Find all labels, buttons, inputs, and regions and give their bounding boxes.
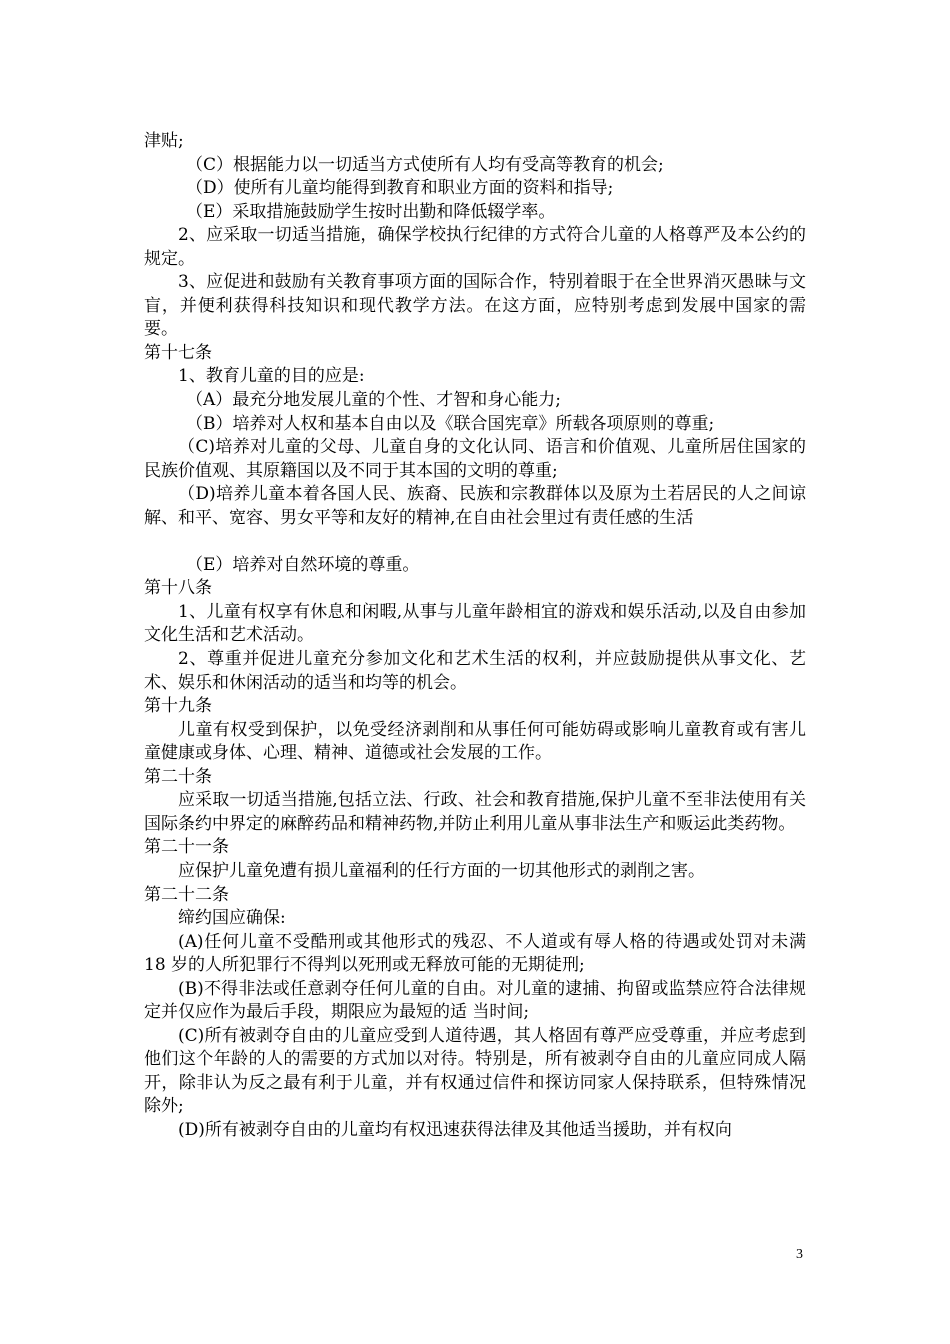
paragraph: (A)任何儿童不受酷刑或其他形式的残忍、不人道或有辱人格的待遇或处罚对未满 18 岁的人所犯罪行不得判以死刑或无释放可能的无期徒刑; [144,931,806,976]
article-heading: 第十九条 [144,696,212,717]
article-heading: 第二十条 [144,766,212,787]
paragraph: （C）根据能力以一切适当方式使所有人均有受高等教育的机会; [186,154,664,175]
paragraph: 应采取一切适当措施,包括立法、行政、社会和教育措施,保护儿童不至非法使用有关国际条约中界定的麻醉药品和精神药物,并防止利用儿童从事非法生产和贩运此类药物。 [144,790,806,834]
paragraph: （D）使所有儿童均能得到教育和职业方面的资料和指导; [186,178,614,199]
document-body [144,130,806,1143]
paragraph: 1、儿童有权享有休息和闲暇,从事与儿童年龄相宜的游戏和娱乐活动,以及自由参加文化生活和艺术活动。 [144,601,806,646]
paragraph: 应保护儿童免遭有损儿童福利的任行方面的一切其他形式的剥削之害。 [178,860,705,881]
paragraph: (B)不得非法或任意剥夺任何儿童的自由。对儿童的逮捕、拘留或监禁应符合法律规定并仅应作为最后手段，期限应为最短的适 当时间; [144,978,806,1023]
paragraph: 1、教育儿童的目的应是: [178,366,365,387]
paragraph: （E）采取措施鼓励学生按时出勤和降低辍学率。 [186,201,556,222]
paragraph: 儿童有权受到保护，以免受经济剥削和从事任何可能妨碍或影响儿童教育或有害儿童健康或身体、心理、精神、道德或社会发展的工作。 [144,719,806,764]
paragraph: 2、尊重并促进儿童充分参加文化和艺术生活的权利，并应鼓励提供从事文化、艺术、娱乐和休闲活动的适当和均等的机会。 [144,649,806,693]
paragraph: （D)培养儿童本着各国人民、族裔、民族和宗教群体以及原为土若居民的人之间谅解、和平、宽容、男女平等和友好的精神,在自由社会里过有责任感的生活 [144,484,806,528]
paragraph: （C)培养对儿童的父母、儿童自身的文化认同、语言和价值观、儿童所居住国家的民族价值观、其原籍国以及不同于其本国的文明的尊重; [144,437,806,481]
paragraph: 3、应促进和鼓励有关教育事项方面的国际合作，特别着眼于在全世界消灭愚昧与文盲，并便利获得科技知识和现代教学方法。在这方面，应特别考虑到发展中国家的需要。 [144,272,806,340]
article-heading: 第十八条 [144,578,212,599]
paragraph: 缔约国应确保: [178,908,286,929]
blank-line [144,530,806,554]
paragraph: (C)所有被剥夺自由的儿童应受到人道待遇，其人格固有尊严应受尊重，并应考虑到他们这个年龄的人的需要的方式加以对待。特别是，所有被剥夺自由的儿童应同成人隔开，除非认为反之最有利于儿童，并有权通过信件和探访同家人保持联系，但特殊情况除外; [144,1025,806,1117]
article-heading: 第十七条 [144,342,212,363]
article-heading: 第二十二条 [144,884,229,905]
paragraph: 2、应采取一切适当措施，确保学校执行纪律的方式符合儿童的人格尊严及本公约的规定。 [144,225,806,269]
paragraph: （B）培养对人权和基本自由以及《联合国宪章》所载各项原则的尊重; [186,413,715,434]
page-number: 3 [796,1247,803,1262]
paragraph: （A）最充分地发展儿童的个性、才智和身心能力; [186,390,562,411]
paragraph: 津贴; [144,131,184,151]
article-heading: 第二十一条 [144,837,229,858]
paragraph: （E）培养对自然环境的尊重。 [186,554,420,575]
paragraph: (D)所有被剥夺自由的儿童均有权迅速获得法律及其他适当援助，并有权向 [178,1119,732,1140]
